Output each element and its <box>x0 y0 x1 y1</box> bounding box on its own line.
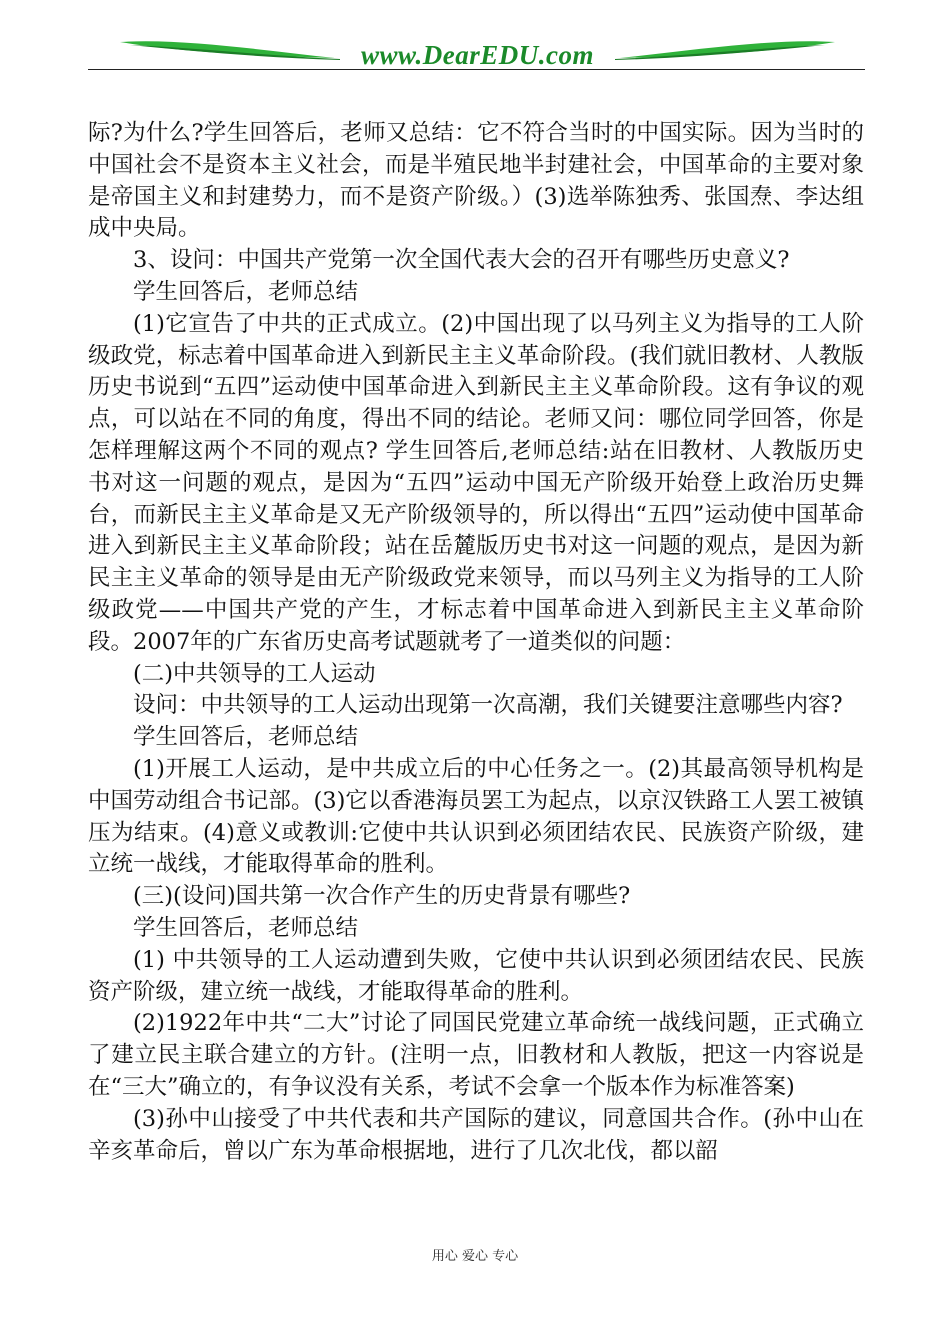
site-logo-text: www.DearEDU.com <box>360 40 594 70</box>
section-heading: (三)(设问)国共第一次合作产生的历史背景有哪些? <box>133 883 631 910</box>
paragraph: (3)孙中山接受了中共代表和共产国际的建议，同意国共合作。(孙中山在辛亥革命后，曾以广东为革命根据地，进行了几次北伐，都以韶 <box>88 1105 864 1164</box>
paragraph: 学生回答后，老师总结 <box>133 914 359 941</box>
paragraph: 际?为什么?学生回答后，老师又总结：它不符合当时的中国实际。因为当时的中国社会不是资本主义社会，而是半殖民地半封建社会，中国革命的主要对象是帝国主义和封建势力，而不是资产阶级。）(3)选举陈独秀、张国焘、李达组成中央局。 <box>88 120 864 242</box>
paragraph: 设问：中共领导的工人运动出现第一次高潮，我们关键要注意哪些内容? <box>133 692 843 719</box>
page-footer: 用心 爱心 专心 <box>431 1249 519 1264</box>
section-heading: (二)中共领导的工人运动 <box>133 660 376 687</box>
paragraph: (1)它宣告了中共的正式成立。(2)中国出现了以马列主义为指导的工人阶级政党，标志着中国革命进入到新民主主义革命阶段。(我们就旧教材、人教版历史书说到“五四”运动使中国革命进入到新民主主义革命阶段。这有争议的观点，可以站在不同的角度，得出不同的结论。老师又问：哪位同学回答，你是怎样理解这两个不同的观点? 学生回答后,老师总结:站在旧教材、人教版历史书对这一问题的观点，是因为“五四”运动中国无产阶级开始登上政治历史舞台，而新民主主义革命是又无产阶级领导的，所以得出“五四”运动使中国革命进入到新民主主义革命阶段；站在岳麓版历史书对这一问题的观点，是因为新民主主义革命的领导是由无产阶级政党来领导，而以马列主义为指导的工人阶级政党——中国共产党的产生，才标志着中国革命进入到新民主主义革命阶段。2007年的广东省历史高考试题就考了一道类似的问题： <box>88 310 864 655</box>
paragraph: (2)1922年中共“二大”讨论了同国民党建立革命统一战线问题，正式确立了建立民主联合建立的方针。(注明一点，旧教材和人教版，把这一内容说是在“三大”确立的，有争议没有关系，考试不会拿一个版本作为标准答案) <box>88 1010 864 1100</box>
paragraph: (1) 中共领导的工人运动遭到失败，它使中共认识到必须团结农民、民族资产阶级，建立统一战线，才能取得革命的胜利。 <box>88 946 864 1005</box>
paragraph: 3、设问：中国共产党第一次全国代表大会的召开有哪些历史意义? <box>133 247 790 274</box>
document-body <box>88 118 864 1167</box>
paragraph: (1)开展工人运动，是中共成立后的中心任务之一。(2)其最高领导机构是中国劳动组合书记部。(3)它以香港海员罢工为起点，以京汉铁路工人罢工被镇压为结束。(4)意义或教训:它使中共认识到必须团结农民、民族资产阶级，建立统一战线，才能取得革命的胜利。 <box>88 755 864 878</box>
header-divider <box>88 69 865 70</box>
paragraph: 学生回答后，老师总结 <box>133 724 359 751</box>
paragraph: 学生回答后，老师总结 <box>133 278 359 305</box>
